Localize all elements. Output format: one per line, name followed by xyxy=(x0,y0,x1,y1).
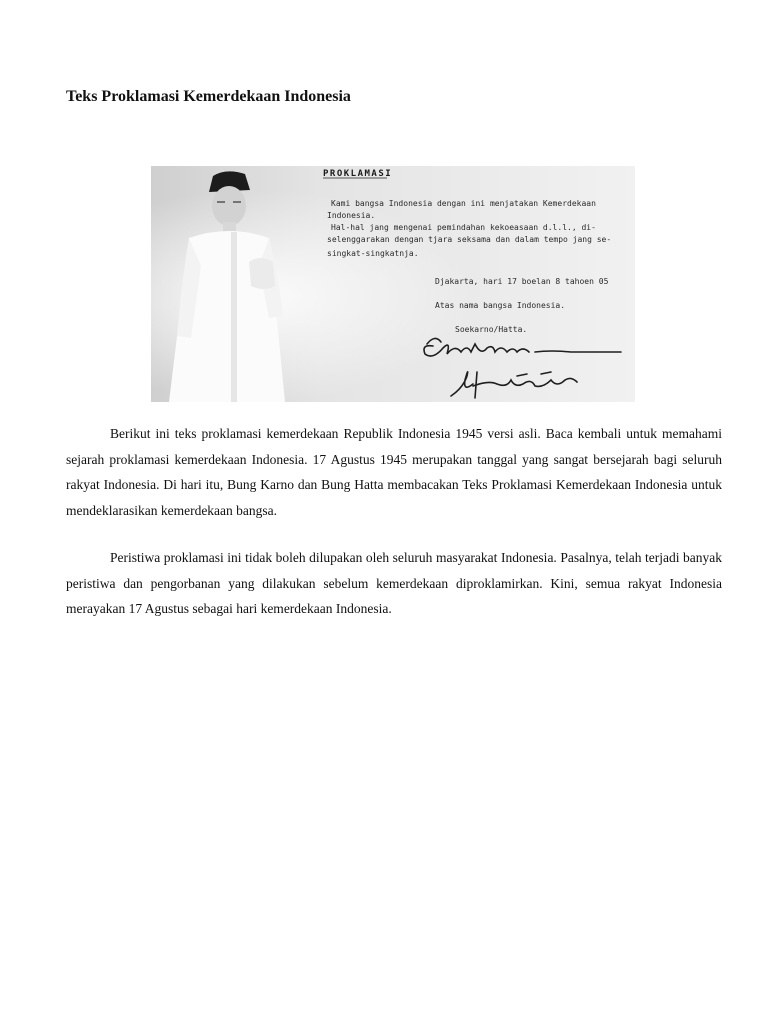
proclamation-heading: PROKLAMASI xyxy=(323,169,393,179)
proclamation-line: selenggarakan dengan tjara seksama dan dalam tempo jang se- xyxy=(327,235,612,244)
proclamation-photo-graphic xyxy=(151,166,635,402)
proclamation-place-date: Djakarta, hari 17 boelan 8 tahoen 05 xyxy=(435,277,609,286)
proclamation-line: Kami bangsa Indonesia dengan ini menjatakan Kemerdekaan xyxy=(331,199,596,208)
document-title: Teks Proklamasi Kemerdekaan Indonesia xyxy=(66,88,351,105)
paragraph: Berikut ini teks proklamasi kemerdekaan Republik Indonesia 1945 versi asli. Baca kembali untuk memahami sejarah proklamasi kemerdekaan Indonesia. 17 Agustus 1945 merupakan tanggal yang sangat bersejarah bagi seluruh rakyat Indonesia. Di hari itu, Bung Karno dan Bung Hatta membacakan Teks Proklamasi Kemerdekaan Indonesia untuk mendeklarasikan kemerdekaan bangsa. xyxy=(66,426,722,518)
proclamation-on-behalf: Atas nama bangsa Indonesia. xyxy=(435,301,566,310)
proclamation-line: Hal-hal jang mengenai pemindahan kekoeasaan d.l.l., di- xyxy=(331,223,596,232)
proclamation-names: Soekarno/Hatta. xyxy=(455,325,528,334)
paragraph: Peristiwa proklamasi ini tidak boleh dilupakan oleh seluruh masyarakat Indonesia. Pasalnya, telah terjadi banyak peristiwa dan pengorbanan yang dilakukan sebelum kemerdekaan diproklamirkan. Kini, semua rakyat Indonesia merayakan 17 Agustus sebagai hari kemerdekaan Indonesia. xyxy=(66,550,722,616)
proclamation-line: Indonesia. xyxy=(327,211,376,220)
proclamation-line: singkat-singkatnja. xyxy=(327,249,419,258)
proclamation-photo xyxy=(151,166,635,402)
